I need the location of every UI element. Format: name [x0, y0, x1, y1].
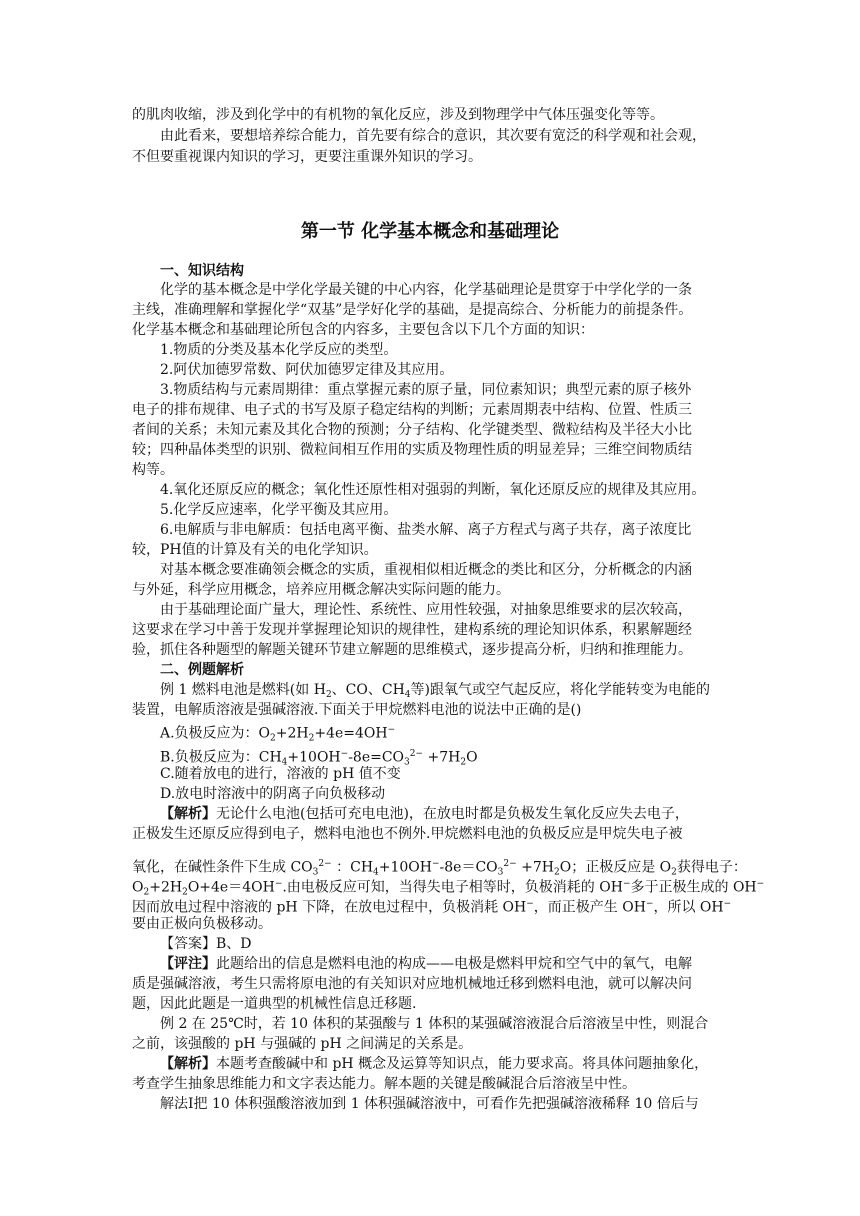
knowledge-p3-line-3: 验，抓住各种题型的解题关键环节建立解题的思维模式，逐步提高分析，归纳和推理能力。 — [132, 642, 692, 658]
intro-line-2: 由此看来，要想培养综合能力，首先要有综合的意识，其次要有宽泛的科学观和社会观， — [160, 128, 706, 144]
intro-line-1: 的肌肉收缩，涉及到化学中的有机物的氧化反应，涉及到物理学中气体压强变化等等。 — [132, 107, 664, 123]
knowledge-p3-line-2: 这要求在学习中善于发现并掌握理论知识的规律性，建构系统的理论知识体系，积累解题经 — [132, 622, 692, 638]
ex2-question-line-1: 例 2 在 25℃时，若 10 体积的某强酸与 1 体积的某强碱溶液混合后溶液呈中性，则混合 — [160, 1016, 709, 1032]
ex1-question-line-1: 例 1 燃料电池是燃料(如 $H_2$、CO、$CH_4$等)跟氧气或空气起反应，将化学能转变为电能的 — [160, 682, 710, 700]
ex1-analysis-line-5: 因而放电过程中溶液的 pH 下降，在放电过程中，负极消耗 OH−，而正极产生 OH−，所以 OH− — [132, 899, 732, 916]
ex1-option-a: A.负极反应为：$O_2+2H_2+4e=4OH^-$ — [160, 725, 396, 744]
ex1-answer: 【答案】B、D — [160, 936, 252, 952]
knowledge-item-4: 4.氧化还原反应的概念；氧化性还原性相对强弱的判断，氧化还原反应的规律及其应用。 — [160, 482, 706, 498]
knowledge-item-3-line-3: 者间的关系；未知元素及其化合物的预测；分子结构、化学键类型、微粒结构及半径大小比 — [132, 422, 692, 438]
ex1-analysis-line-6: 要由正极向负极移动。 — [132, 916, 272, 932]
knowledge-p1-line-1: 化学的基本概念是中学化学最关键的中心内容，化学基础理论是贯穿于中学化学的一条 — [160, 282, 692, 298]
knowledge-heading: 一、知识结构 — [160, 263, 244, 279]
knowledge-item-6-line-1: 6.电解质与非电解质：包括电离平衡、盐类水解、离子方程式与离子共存，离子浓度比 — [160, 522, 692, 538]
knowledge-item-3-line-5: 构等。 — [132, 462, 174, 478]
ex1-option-d: D.放电时溶液中的阴离子向负极移动 — [160, 786, 386, 802]
knowledge-item-6-line-2: 较，PH值的计算及有关的电化学知识。 — [132, 542, 378, 558]
ex2-analysis-line-2: 考查学生抽象思维能力和文字表达能力。解本题的关键是酸碱混合后溶液呈中性。 — [132, 1076, 636, 1092]
knowledge-p2-line-2: 与外延，科学应用概念，培养应用概念解决实际问题的能力。 — [132, 582, 510, 598]
ex1-analysis-line-2: 正极发生还原反应得到电子，燃料电池也不例外.甲烷燃料电池的负极反应是甲烷失电子被 — [132, 826, 683, 842]
knowledge-item-3-line-2: 电子的排布规律、电子式的书写及原子稳定结构的判断；元素周期表中结构、位置、性质三 — [132, 402, 692, 418]
knowledge-p2-line-1: 对基本概念要准确领会概念的实质，重视相似相近概念的类比和区分，分析概念的内涵 — [160, 562, 692, 578]
ex1-analysis-line-4: $O_2+2H_2O+4e=4OH^-$.由电极反应可知，当得失电子相等时，负极消耗的 OH−多于正极生成的 OH− — [132, 879, 765, 898]
knowledge-item-2: 2.阿伏加德罗常数、阿伏加德罗定律及其应用。 — [160, 362, 454, 378]
knowledge-p1-line-2: 主线，准确理解和掌握化学“双基”是学好化学的基础，是提高综合、分析能力的前提条件。 — [132, 302, 693, 318]
knowledge-item-1: 1.物质的分类及基本化学反应的类型。 — [160, 342, 398, 358]
ex1-option-b: B.负极反应为：$CH_4+10OH^--8e=CO_3^{2-} +7H_2O$ — [160, 749, 478, 768]
intro-line-3: 不但要重视课内知识的学习，更要注重课外知识的学习。 — [132, 149, 482, 165]
ex1-comment-line-2: 质是强碱溶液，考生只需将原电池的有关知识对应地机械地迁移到燃料电池，就可以解决问 — [132, 976, 692, 992]
knowledge-item-3-line-1: 3.物质结构与元素周期律：重点掌握元素的原子量，同位素知识；典型元素的原子核外 — [160, 382, 692, 398]
ex2-analysis-line-1: 【解析】本题考查酸碱中和 pH 概念及运算等知识点，能力要求高。将具体问题抽象化， — [160, 1056, 709, 1072]
ex1-analysis-line-3: 氧化，在碱性条件下生成 $CO_3^{2-}$ ：$CH_4+10OH^--8e=CO_3^{2-} +7H_2O$；正极反应是 $O_2$获得电子： — [132, 859, 747, 878]
ex2-method-1-line: 解法Ⅰ把 10 体积强酸溶液加到 1 体积强碱溶液中，可看作先把强碱溶液稀释 10 倍后与 — [160, 1096, 699, 1112]
ex2-question-line-2: 之前，该强酸的 pH 与强碱的 pH 之间满足的关系是。 — [132, 1036, 473, 1052]
ex1-comment-line-1: 【评注】此题给出的信息是燃料电池的构成——电极是燃料甲烷和空气中的氧气，电解 — [160, 956, 692, 972]
knowledge-p1-line-3: 化学基本概念和基础理论所包含的内容多，主要包含以下几个方面的知识： — [132, 322, 594, 338]
knowledge-p3-line-1: 由于基础理论面广量大，理论性、系统性、应用性较强，对抽象思维要求的层次较高， — [160, 602, 692, 618]
section-title: 第一节 化学基本概念和基础理论 — [300, 221, 560, 242]
ex1-comment-line-3: 题，因此此题是一道典型的机械性信息迁移题. — [132, 996, 417, 1012]
examples-heading: 二、例题解析 — [160, 662, 244, 678]
ex1-question-line-2: 装置，电解质溶液是强碱溶液.下面关于甲烷燃料电池的说法中正确的是() — [132, 702, 582, 718]
ex1-analysis-line-1: 【解析】无论什么电池(包括可充电电池)，在放电时都是负极发生氧化反应失去电子， — [160, 806, 689, 822]
ex1-option-c: C.随着放电的进行，溶液的 pH 值不变 — [160, 766, 401, 782]
knowledge-item-3-line-4: 较；四种晶体类型的识别、微粒间相互作用的实质及物理性质的明显差异；三维空间物质结 — [132, 442, 692, 458]
knowledge-item-5: 5.化学反应速率，化学平衡及其应用。 — [160, 502, 398, 518]
